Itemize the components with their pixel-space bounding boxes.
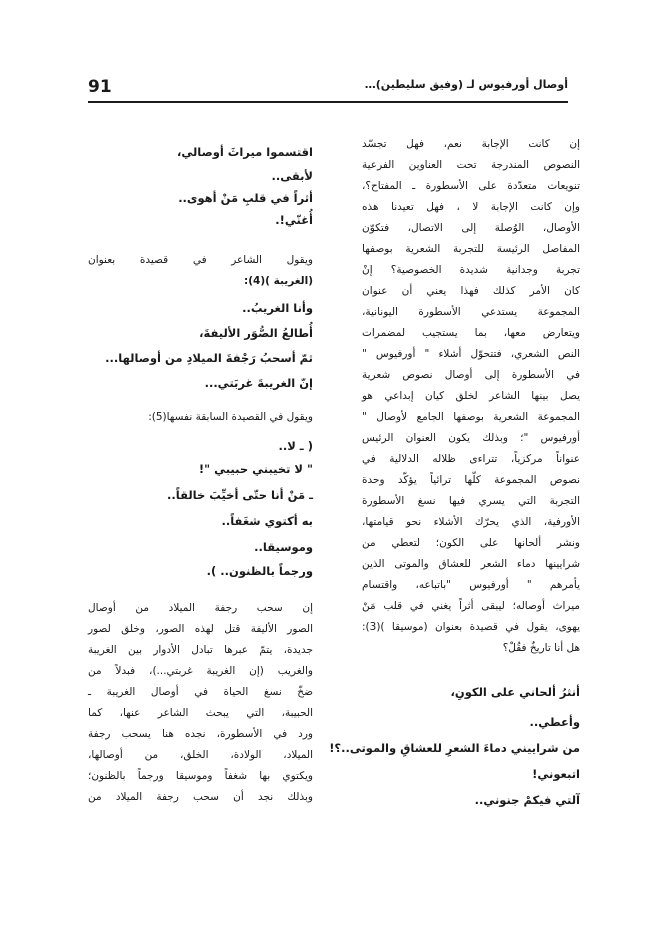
- text-line: ضخّ نسغ الحياة في أوصال الغريبة ـ: [88, 686, 313, 698]
- verse-line: أُطالعُ الصُّوَر الأليفةَ،: [199, 326, 313, 340]
- text-line: المجموعة الشعرية بوصفها الجامع لأوصال ": [362, 411, 580, 423]
- text-line: يأمرهم " أورفيوس "باتباعه، واقتسام: [362, 579, 580, 591]
- verse-line: اتبعوني!: [532, 767, 580, 781]
- verse-line: ثمّ أسحبُ رَجْفةَ الميلادِ من أوصالها...: [105, 351, 313, 365]
- verse-line: اقتسموا ميراثَ أوصالي،: [176, 145, 313, 159]
- verse-line: به أكتوي شغَفاً..: [221, 514, 313, 528]
- text-line: والغريب (إن الغريبة غربتي...)، فبدلاً من: [88, 665, 313, 677]
- verse-line: أثراً في قلبِ مَنْ أهوى..: [178, 191, 313, 205]
- text-line: تجربة وجدانية شديدة الخصوصية؟ إنْ: [362, 264, 580, 276]
- verse-line: وموسيقا..: [254, 540, 313, 554]
- text-line: ويكتوي بها شغفاً وموسيقا ورجماً بالظنون؛: [88, 770, 313, 782]
- verse-line: وأنا الغريبُ..: [242, 301, 313, 315]
- verse-line: من شراييني دماءَ الشعرِ للعشاقِ والموتى..؟!: [329, 741, 580, 755]
- text-line: (الغريبة )(4):: [244, 275, 313, 287]
- verse-line: ورجماً بالظنون.. ).: [206, 564, 313, 578]
- text-line: المجموعة يستدعي الأسطورة اليونانية،: [362, 306, 580, 318]
- text-line: أورفيوس "؛ وبذلك يكون العنوان الرئيس: [362, 432, 580, 444]
- verse-line: أنثرُ ألحاني على الكونِ،: [450, 685, 580, 699]
- text-line: تنويعات متعدّدة على الأسطورة ـ المفتاح؟،: [362, 180, 580, 192]
- text-line: الحبيبة، التي يبحث الشاعر عنها، كما: [88, 707, 313, 719]
- verse-line: وأعطي..: [529, 715, 580, 729]
- text-line: في الأسطورة إلى أوصال نصوص شعرية: [362, 369, 580, 381]
- verse-line: لأبقى..: [271, 169, 313, 183]
- text-line: يهوى، يقول في قصيدة بعنوان (موسيقا )(3):: [362, 621, 580, 633]
- text-line: ورد في الأسطورة، نجده هنا يسحب رجفة: [88, 728, 313, 740]
- verse-line: إنّ الغريبةَ غربَتي...: [204, 376, 313, 390]
- text-line: يصل بينها الشاعر لخلق كيان إبداعي هو: [362, 390, 580, 402]
- header-rule: [88, 101, 568, 103]
- text-line: وإن كانت الإجابة لا ، فهل تعيدنا هذه: [362, 201, 580, 213]
- text-line: الأوصال، الوُصلة إلى الاتصال، فتكوّن: [362, 222, 580, 234]
- text-line: ميراث أوصاله؛ ليبقى أثراً يغني في قلب مَنْ: [362, 600, 580, 612]
- text-line: وبذلك نجد أن سحب رجفة الميلاد من: [88, 791, 313, 803]
- text-line: هل أنا تاريخٌ فقُلْ؟: [502, 642, 580, 654]
- verse-line: آلتي فيكمْ جنوني..: [474, 793, 580, 807]
- text-line: إن سحب رجفة الميلاد من أوصال: [88, 602, 313, 614]
- text-line: الميلاد، الولادة، الخلق، من أوصالها،: [88, 749, 313, 761]
- verse-line: أُغنّي!.: [275, 213, 313, 227]
- text-line: إن كانت الإجابة نعم، فهل تجسّد: [362, 138, 580, 150]
- text-line: كان الأمر كذلك فهذا يعني أن عنوان: [362, 285, 580, 297]
- page-number: 91: [88, 77, 112, 97]
- text-line: شرايينها دماء الشعر للعشاق والموتى الذين: [362, 558, 580, 570]
- page-header: [88, 77, 568, 103]
- text-line: جديدة، يتمّ عبرها تبادل الأدوار بين الغريبة: [88, 644, 313, 656]
- text-line: الأورفية، الذي يحرّك الأشلاء نحو قيامتها،: [362, 516, 580, 528]
- text-line: المفاصل الرئيسة للتجربة الشعرية بوصفها: [362, 243, 580, 255]
- text-line: نصوص المجموعة كلّها ترائياً يؤكّد وحدة: [362, 474, 580, 486]
- verse-line: " لا تخيبني حبيبي "!: [198, 462, 313, 476]
- text-line: الصور الأليفة قتل لهذه الصور، وخلق لصور: [88, 623, 313, 635]
- verse-line: ( ـ لا..: [278, 439, 313, 453]
- text-line: عنواناً مركزياً، تتراءى ظلاله الدلالية في: [362, 453, 580, 465]
- text-line: التجربة التي يسري فيها نسغ الأسطورة: [362, 495, 580, 507]
- text-line: ويتعارض معها، بما يستجيب لمضمرات: [362, 327, 580, 339]
- text-line: النصوص المندرجة تحت العناوين الفرعية: [362, 159, 580, 171]
- text-line: ويقول في القصيدة السابقة نفسها(5):: [148, 411, 313, 423]
- text-line: النص الشعري، فتتحوّل أشلاء " أورفيوس ": [362, 348, 580, 360]
- running-title: أوصال أورفيوس لـ (وفيق سليطين)…: [364, 78, 568, 91]
- text-line: ونشر ألحانها على الكون؛ لتعطي من: [362, 537, 580, 549]
- verse-line: ـ مَنْ أنا حتّى أخيِّبَ خالقاً..: [167, 488, 313, 502]
- text-line: ويقول الشاعر في قصيدة بعنوان: [88, 254, 313, 266]
